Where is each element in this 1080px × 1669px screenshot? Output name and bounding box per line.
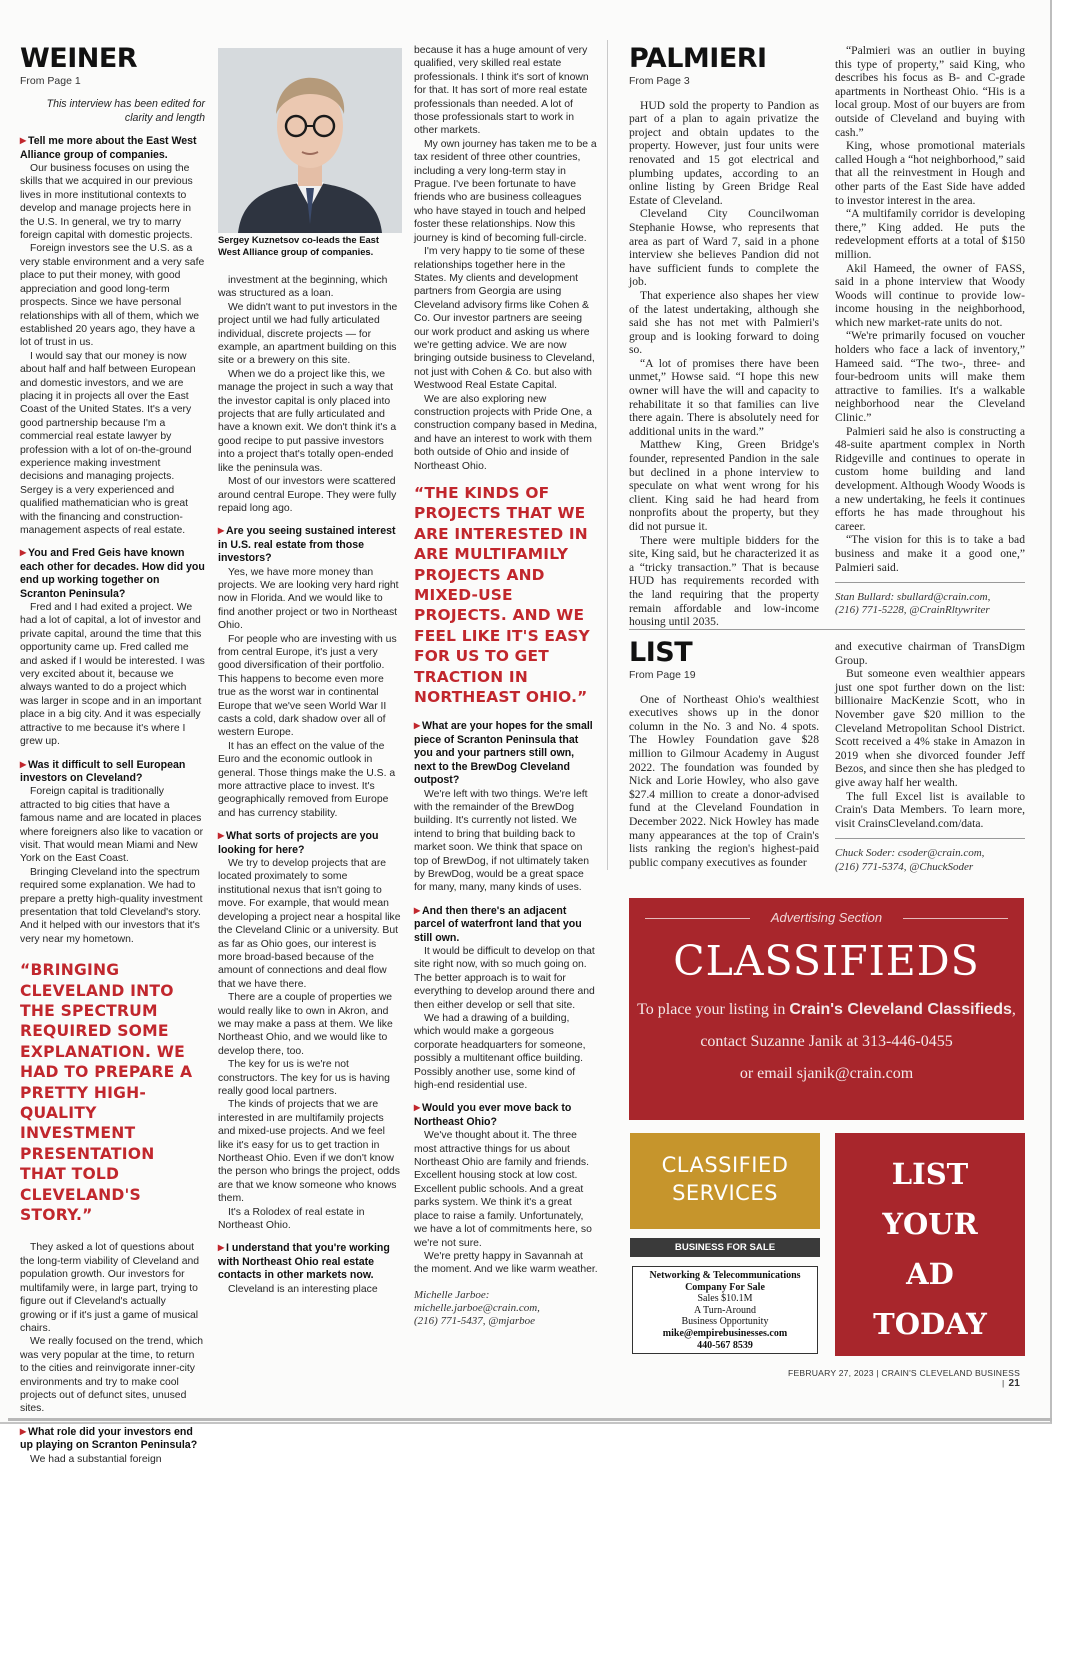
paragraph: We've thought about it. The three most attractive things for us about Northeast Ohio are family and friends. Excellent housing stock at low cost. Excellent public schools. And a great parks system. We think it's a great place to raise a family. Unfortunately, we have a lot of commitments here, so we're not sure. — [414, 1130, 592, 1249]
weiner-text-block-2 — [20, 1241, 205, 1466]
interview-question: ▸ And then there's an adjacent parcel of waterfront land that you still own. — [414, 904, 598, 945]
paragraph: Cleveland City Councilwoman Stephanie Howse, who represents that area as part of Ward 7, said in a phone interview she believes Pandion did not have sufficient funds to complete the job. — [629, 207, 819, 289]
palmieri-sig-line: (216) 771-5228, @CrainRltywriter — [835, 604, 990, 617]
palmieri-jump-line: From Page 3 — [629, 75, 690, 87]
interview-question: ▸ Would you ever move back to Northeast Ohio? — [414, 1101, 598, 1129]
biz-email: mike@empirebusinesses.com — [662, 1327, 788, 1339]
classifieds-title: CLASSIFIEDS — [673, 937, 980, 985]
biz-line: A Turn-Around — [694, 1304, 756, 1316]
advertising-section-label: Advertising Section — [629, 910, 1024, 925]
list-column-right — [835, 640, 1025, 880]
biz-line: Business Opportunity — [681, 1316, 769, 1328]
weiner-jump-line: From Page 1 — [20, 75, 81, 87]
weiner-text-column-3b — [414, 719, 598, 1276]
portrait-illustration — [218, 48, 402, 233]
weiner-sig-line: (216) 771-5437, @mjarboe — [414, 1315, 536, 1328]
interview-question: ▸ Are you seeing sustained interest in U.S. real estate from those investors? — [218, 524, 402, 565]
weiner-sig-line: Michelle Jarboe: — [414, 1288, 490, 1301]
interview-question: ▸ What are your hopes for the small piece of Scranton Peninsula that you and your partners still own, next to the BrewDog Cleveland outpost? — [414, 719, 598, 787]
interview-question: ▸ What sorts of projects are you looking for here? — [218, 829, 402, 857]
paragraph: When we do a project like this, we manage the project in such a way that the investor capital is only placed into projects that are fully articulated and have a known exit. We don't think it's a good recipe to put passive investors into a project that's totally open-ended like the peninsula was. — [218, 368, 397, 474]
list-ad-word: TODAY — [873, 1307, 987, 1341]
classifieds-line-1-bold: Crain's Cleveland Classifieds — [789, 1001, 1012, 1018]
interview-question: ▸ I understand that you're working with Northeast Ohio real estate contacts in other markets now. — [218, 1241, 402, 1282]
paragraph: We didn't want to put investors in the project until we had fully articulated individual, discrete projects — for example, an apartment building on this site or a brewery on this site. — [218, 301, 398, 367]
paragraph: It's a Rolodex of real estate in Northeast Ohio. — [218, 1206, 365, 1232]
palmieri-column-left — [629, 44, 819, 634]
column-divider — [607, 40, 608, 870]
paragraph: The full Excel list is available to Crain's Data Members. To learn more, visit CrainsCleveland.com/data. — [835, 789, 1025, 830]
palmieri-column-right — [835, 44, 1025, 634]
paragraph: I'm very happy to tie some of these relationships together here in the States. My clients and development partners from Georgia are using Cleveland advisory firms like Cohen & Co. Our investor partners are seeing our work product and asking us where we're getting advice. We are now bringing outside business to Cleveland, not just with Cohen & Co. but also with Westwood Real Estate Capital. — [414, 246, 595, 392]
paragraph: “A multifamily corridor is developing there,” King added. He puts the redevelopment efforts at a total of $150 million. — [835, 207, 1025, 261]
weiner-intro: This interview has been edited for clarity and length — [46, 98, 205, 124]
list-sig-line: (216) 771-5374, @ChuckSoder — [835, 860, 974, 873]
biz-line: Sales $10.1M — [697, 1293, 753, 1305]
classifieds-line-1-post: , — [1011, 1001, 1016, 1018]
list-rule — [835, 838, 1025, 839]
paragraph: because it has a huge amount of very qualified, very skilled real estate professionals. I think it's sort of known for that. It has sort of more real estate professionals than needed. A lot of those professionals start to work in other markets. — [414, 45, 589, 137]
paragraph: We are also exploring new construction projects with Pride One, a construction company based in Medina, and have an interest to work with them both outside of Ohio and inside of Northeast Ohio. — [414, 393, 598, 472]
business-for-sale-label: BUSINESS FOR SALE — [630, 1238, 820, 1257]
paragraph: We try to develop projects that are located proximately to some institutional nexus that isn't going to move. For example, that would mean developing a project near a hospital like the Cleveland Clinic or a university. But as far as Ohio goes, our interest is more broad-based because of the amount of connections and deal flow that we have there. — [218, 858, 401, 990]
list-jump-line: From Page 19 — [629, 669, 696, 681]
page-number: 21 — [1008, 1378, 1020, 1389]
paragraph: Akil Hameed, the owner of FASS, said in a phone interview that Woody Woods will continue to provide low-income housing in the neighborhood, which new market-rate units do not. — [835, 261, 1025, 329]
paragraph: HUD sold the property to Pandion as part of a plan to again privatize the project and obtain updates to the property. However, just four units were renovated and 15 got electrical and plumbing updates, according to an online listing by Green Bridge Real Estate of Cleveland. — [629, 98, 819, 207]
palmieri-slug: PALMIERI — [629, 43, 767, 74]
page-footer — [770, 1368, 1020, 1389]
weiner-slug: WEINER — [20, 43, 138, 74]
services-line-1: CLASSIFIED — [661, 1153, 789, 1177]
paragraph: “The vision for this is to take a bad business and make it a good one,” Palmieri said. — [835, 533, 1025, 574]
list-slug: LIST — [629, 637, 693, 668]
paragraph: The kinds of projects that we are interested in are multifamily projects and mixed-use projects. And we feel like it's easy for us to get traction in Northeast Ohio. Even if we don't know the person who brings the project, odds are that we know someone who knows them. — [218, 1099, 400, 1205]
paragraph: My own journey has taken me to be a tax resident of three other countries, including a very long-term stay in Prague. I've been fortunate to have friends who are business colleagues who have stayed in touch and helped foster these relationships. Now this journey is kind of becoming full-circle. — [414, 138, 597, 244]
portrait-photo — [218, 48, 402, 233]
list-text-left — [629, 693, 819, 870]
paragraph: But someone even wealthier appears just one spot further down on the list: billionaire MacKenzie Scott, who in November gave $20 million to the Cleveland Metropolitan School District. Scott received a 4% stake in Amazon in 2019 when she divorced founder Jeff Bezos, and since then she has pledged to give away half her wealth. — [835, 667, 1025, 789]
weiner-pull-quote-1: “BRINGING CLEVELAND INTO THE SPECTRUM REQUIRED SOME EXPLANATION. WE HAD TO PREPARE A PRETTY HIGH-QUALITY INVESTMENT PRESENTATION THAT TOLD CLEVELAND'S STORY.” — [20, 961, 193, 1225]
palmieri-sig-line: Stan Bullard: sbullard@crain.com, — [835, 591, 991, 604]
paragraph: Yes, we have more money than projects. We are looking very hard right now in Florida. And we would like to find another project or two in Northeast Ohio. — [218, 566, 399, 632]
biz-phone: 440-567 8539 — [697, 1339, 753, 1351]
paragraph: Most of our investors were scattered around central Europe. They were fully repaid long ago. — [218, 476, 397, 514]
paragraph: Foreign capital is traditionally attracted to big cities that have a famous name and are located in places where foreigners also like to vacation or visit. That would mean Miami and New York on the East Coast. — [20, 786, 204, 865]
classifieds-line-3: or email sjanik@crain.com — [739, 1065, 914, 1082]
paragraph: Matthew King, Green Bridge's founder, represented Pandion in the sale but declined in a phone interview to speculate on what went wrong for his client. King said he had heard from nonprofits about the property, but they did not pursue it. — [629, 438, 819, 533]
paragraph: I would say that our money is now about half and half between European and domestic investors, and we are placing it in projects all over the East Coast of the United States. It's a very good partnership because I'm a commercial real estate lawyer by profession with a lot of on-the-ground experience making investment decisions and managing projects. Sergey is a very experienced and qualified mathematician who is great with the financing and construction-management aspects of real estate. — [20, 350, 196, 536]
paragraph: We had a substantial foreign — [30, 1453, 162, 1465]
paragraph: It has an effect on the value of the Euro and the economic outlook in general. Those things make the U.S. a more attractive place to invest. It's geographically removed from Europe and has currency stability. — [218, 740, 396, 819]
paragraph: Palmieri said he also is constructing a 48-suite apartment complex in North Ridgeville and continues to operate in custom home building and land development. Although Woody Woods is a new undertaking, he feels it continues efforts he has made throughout his career. — [835, 424, 1025, 533]
paragraph: The key for us is we're not constructors. The key for us is having really good local partners. — [218, 1059, 390, 1097]
paragraph: It would be difficult to develop on that site right now, with so much going on. The better approach is to wait for everything to develop around there and then either develop or sell that site. — [414, 945, 595, 1011]
footer-text: FEBRUARY 27, 2023 | CRAIN'S CLEVELAND BUSINESS | — [788, 1368, 1020, 1388]
list-ad-word: YOUR — [882, 1207, 978, 1241]
classifieds-line-2: contact Suzanne Janik at 313-446-0455 — [700, 1033, 953, 1050]
classifieds-line-1 — [629, 1001, 1024, 1019]
palmieri-text-left — [629, 99, 819, 629]
paragraph: There are a couple of properties we would really like to own in Akron, and we may make a pass at them. We like Northeast Ohio, and we would like to develop there, too. — [218, 992, 393, 1057]
paragraph: One of Northeast Ohio's wealthiest executives shows up in the donor column in the No. 3 and No. 4 spots. The Howley Foundation gave $28 million to Gilmour Academy in August 2022. The foundation was founded by Nick and Lorie Howley, who also gave $27.4 million to create a donor-advised fund at the Cleveland Foundation in December 2022. Nick Howley has made many appearances at the top of Crain's lists ranking the region's highest-paid public company executives as founder — [629, 692, 819, 869]
paragraph: Our business focuses on using the skills that we acquired in our previous lives in more institutional contexts to develop and manage projects here in the U.S. In general, we try to marry foreign capital with domestic projects. — [20, 163, 193, 242]
weiner-signature — [414, 1289, 598, 1329]
paragraph: Foreign investors see the U.S. as a very stable environment and a very safe place to put their money, with good appreciation and good long-term prospects. Since we have personal relationships with all of them, which we established 20 years ago, they have a lot of trust in us. — [20, 243, 205, 349]
palmieri-signature — [835, 591, 1025, 617]
weiner-text-column-2 — [218, 274, 402, 1296]
classifieds-ad[interactable] — [629, 898, 1024, 1120]
weiner-column-1 — [20, 43, 205, 1465]
interview-question: ▸ You and Fred Geis have known each other for decades. How did you end up working together on Scranton Peninsula? — [20, 546, 205, 601]
biz-line: Networking & Telecommunications — [649, 1270, 801, 1281]
photo-caption: Sergey Kuznetsov co-leads the East West Alliance group of companies. — [218, 234, 379, 257]
paragraph: “A lot of promises there have been unmet,” Howse said. “I hope this new owner will have the will and capacity to rehabilitate it so that families can live there again. There is absolutely need for additional units in the ward.” — [629, 356, 819, 438]
weiner-pull-quote-2: “THE KINDS OF PROJECTS THAT WE ARE INTERESTED IN ARE MULTIFAMILY PROJECTS AND MIXED-USE PROJECTS. AND WE FEEL LIKE IT'S EASY FOR US TO GET TRACTION IN NORTHEAST OHIO.” — [414, 484, 590, 707]
paragraph: investment at the beginning, which was structured as a loan. — [218, 275, 388, 300]
paragraph: King, whose promotional materials called Hough a “hot neighborhood,” said that all the reinvestment in Hough and other parts of the East Side have added to investor interest in the area. — [835, 139, 1025, 207]
paragraph: For people who are investing with us from central Europe, it's just a very good diversification of their portfolio. This happens to become even more true as the worst war in continental Europe that we've seen World War II casts a cold, dark shadow over all of western Europe. — [218, 633, 397, 739]
paragraph: Fred and I had exited a project. We had a lot of capital, a lot of investor and private capital, around the time that this opportunity came up. Fred called me and asked if I would be interested. I was very excited about it, because we always wanted to do a project which was larger in scope and in an important place in a big city. And it was especially attractive to me because it's where I grew up. — [20, 602, 205, 748]
paragraph: and executive chairman of TransDigm Group. — [835, 640, 1025, 667]
paragraph: We're left with two things. We're left with the remainder of the BrewDog building. It's currently not listed. We intend to bring that building back to market soon. We think that space on top of BrewDog, if not ultimately taken by BrewDog, would be a great space for many, many, many kinds of uses. — [414, 788, 589, 894]
list-ad-word: LIST — [891, 1157, 969, 1191]
interview-question: ▸ Was it difficult to sell European investors on Cleveland? — [20, 758, 205, 786]
paragraph: There were multiple bidders for the site, King said, but he characterized it as a “tricky transaction.” That is because HUD has requirements recorded with the land requiring that the property remain affordable and low-income housing until 2035. — [629, 533, 819, 629]
paragraph: “We're primarily focused on voucher holders who face a lack of inventory,” Hameed said. “The two-, three- and four-bedroom units will make them attractive to families. It's a walkable neighborhood near the Cleveland Clinic.” — [835, 329, 1025, 425]
paragraph: Cleveland is an interesting place — [228, 1283, 378, 1295]
page-fold-line — [8, 1418, 1052, 1421]
list-sig-line: Chuck Soder: csoder@crain.com, — [835, 847, 985, 860]
business-for-sale-listing[interactable] — [632, 1266, 818, 1354]
paragraph: “Palmieri was an outlier in buying this type of property,” said King, who describes his focus as B- and C-grade apartments in Northeast Ohio. “His is a local group. Most of our buyers are from outside of Cleveland and buying with cash.” — [835, 44, 1025, 139]
classified-services-ad — [630, 1133, 820, 1229]
palmieri-text-right — [835, 44, 1025, 574]
paragraph: Bringing Cleveland into the spectrum required some explanation. We had to prepare a pretty high-quality investment presentation that told Cleveland's story. And it helped with our investors that it's very near my hometown. — [20, 866, 203, 945]
classifieds-line-1-pre: To place your listing in — [637, 1001, 790, 1018]
interview-question: ▸ Tell me more about the East West Alliance group of companies. — [20, 134, 205, 162]
weiner-text-block-1 — [20, 134, 205, 946]
weiner-column-3 — [414, 44, 598, 1344]
palmieri-rule — [835, 582, 1025, 583]
paragraph: That experience also shapes her view of the latest undertaking, although she said she has not met with Palmieri's group and is looking forward to doing so. — [629, 288, 819, 357]
weiner-column-2 — [218, 274, 402, 1344]
weiner-text-column-3a — [414, 44, 598, 473]
list-ad-word: AD — [906, 1257, 954, 1291]
list-text-right — [835, 640, 1025, 830]
paragraph: They asked a lot of questions about the long-term viability of Cleveland and population growth. Our investors for multifamily were, in large part, trying to figure out if Cleveland's actually growing or if it's just a game of musical chairs. — [20, 1242, 200, 1334]
section-divider — [629, 629, 1025, 630]
paragraph: We're pretty happy in Savannah at the moment. And we like warm weather. — [414, 1250, 598, 1276]
list-column-left — [629, 638, 819, 878]
weiner-sig-line: michelle.jarboe@crain.com, — [414, 1301, 540, 1314]
paragraph: We really focused on the trend, which was very popular at the time, to return to the cities and reinvigorate inner-city environments and try to make cool projects out of defunct sites, unused sites. — [20, 1336, 204, 1415]
services-line-2: SERVICES — [672, 1181, 778, 1205]
interview-question: ▸ What role did your investors end up playing on Scranton Peninsula? — [20, 1425, 205, 1453]
list-signature — [835, 847, 1025, 873]
list-your-ad-today[interactable] — [835, 1133, 1025, 1356]
paragraph: We had a drawing of a building, which would make a gorgeous corporate headquarters for someone, possibly a multitenant office building. Possibly another use, some kind of high-end residential use. — [414, 1013, 586, 1092]
biz-line: Company For Sale — [685, 1281, 765, 1293]
